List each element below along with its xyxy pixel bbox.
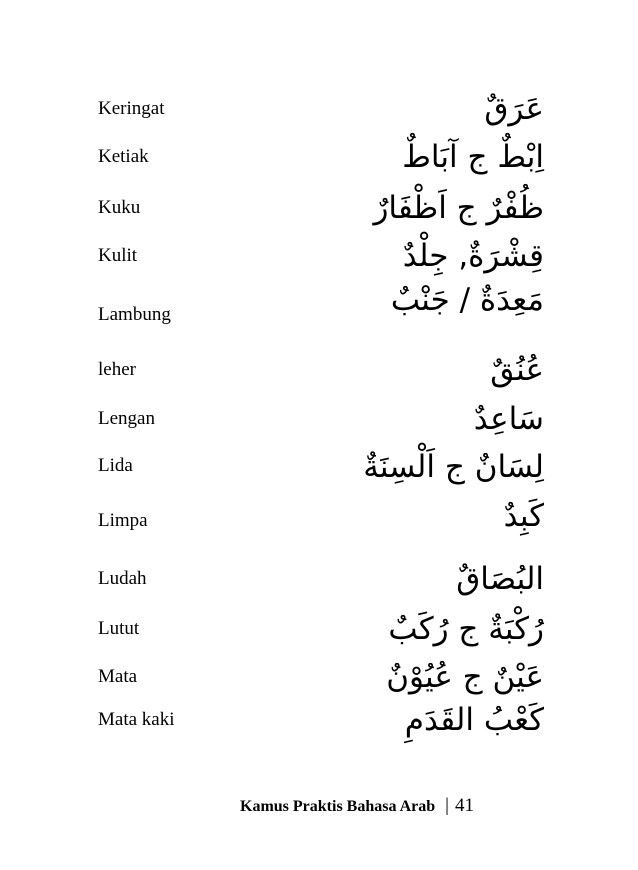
entry-lambung — [0, 282, 638, 340]
entry-arabic-word: عَرَقٌ — [484, 91, 544, 127]
entry-lida — [0, 443, 638, 493]
entry-ludah — [0, 556, 638, 606]
entry-latin-word: Limpa — [98, 510, 148, 531]
entry-limpa — [0, 500, 638, 550]
entry-kulit — [0, 233, 638, 283]
entry-arabic-word: كَبِدٌ — [503, 498, 544, 534]
entry-arabic-word: البُصَاقٌ — [456, 561, 544, 597]
entry-arabic-word: قِشْرَةٌ, جِلْدٌ — [402, 238, 544, 274]
entry-latin-word: Lutut — [98, 618, 140, 639]
entry-latin-word: Kulit — [98, 245, 138, 266]
entry-arabic-word: لِسَانٌ ج اَلْسِنَةٌ — [363, 449, 544, 485]
entry-latin-word: Keringat — [98, 98, 165, 119]
book-title: Kamus Praktis Bahasa Arab — [240, 798, 436, 815]
entry-lengan — [0, 396, 638, 446]
entry-arabic-word: رُكْبَةٌ ج رُكَبٌ — [388, 611, 544, 647]
page-footer — [240, 794, 560, 818]
entry-latin-word: Lengan — [98, 408, 155, 429]
entry-kuku — [0, 185, 638, 235]
entry-keringat — [0, 86, 638, 136]
entry-latin-word: Mata kaki — [98, 709, 175, 730]
entry-latin-word: Mata — [98, 666, 138, 687]
entry-arabic-word: كَعْبُ القَدَمِ — [404, 702, 544, 738]
entry-mata-kaki — [0, 697, 638, 747]
entry-latin-word: Ludah — [98, 568, 147, 589]
entry-arabic-word: اِبْطٌ ج آبَاطٌ — [402, 139, 544, 175]
footer-separator: | — [445, 795, 449, 816]
entry-ketiak — [0, 134, 638, 184]
entry-latin-word: Lida — [98, 455, 133, 476]
entry-latin-word: leher — [98, 359, 136, 380]
entry-arabic-word: عَيْنٌ ج عُيُوْنٌ — [386, 659, 544, 695]
entry-arabic-word: عُنُقٌ — [490, 352, 544, 388]
entry-arabic-word: سَاعِدٌ — [473, 401, 544, 437]
entry-leher — [0, 347, 638, 397]
entry-latin-word: Kuku — [98, 197, 141, 218]
page-number: 41 — [454, 795, 474, 816]
entry-lutut — [0, 606, 638, 656]
entry-latin-word: Lambung — [98, 304, 171, 325]
entry-arabic-word: مَعِدَةٌ / جَنْبٌ — [390, 282, 544, 318]
entry-latin-word: Ketiak — [98, 146, 149, 167]
entry-arabic-word: ظُفْرٌ ج اَظْفَارٌ — [373, 190, 544, 226]
